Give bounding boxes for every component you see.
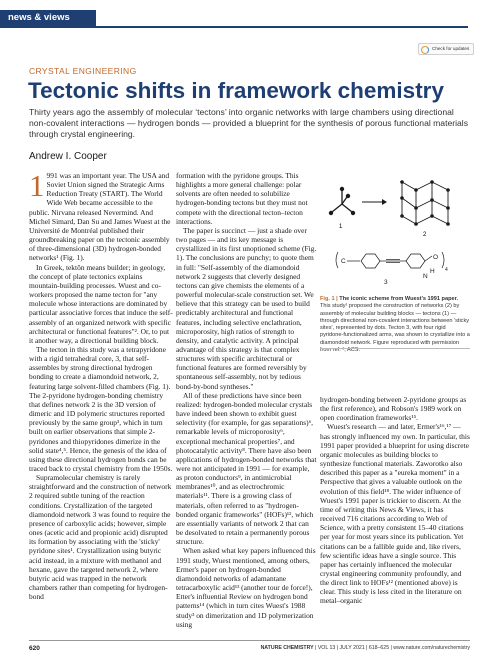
caption-divider: [320, 348, 470, 349]
figure-caption-text: This study¹ proposed the construction of networks (2) by assembly of molecular building blocks — tectons (1) — through directional non-covalent interactions between 'sticky sites', represented by dots. Tecton 3, with four rigid pyridone-functionalized arms, was shown to crystallize into a diamondoid network. Figure reproduced with permission from ref. ¹, ACS.: [320, 303, 470, 354]
assembly-arrow: [362, 199, 387, 205]
paragraph: formation with the pyridone groups. This highlights a more general challenge: polar solvents are often needed to solubilize hydrogen-bonding tectons but they must not compete with the directional tecton–tecton interactions.: [176, 171, 308, 226]
paragraph: In Greek, tektōn means builder; in geology, the concept of plate tectonics explains mountain-building processes. Wuest and co-workers proposed the name tecton for "any molecule whose interactions are dominated by particular associative forces that induce the self-assembly of an organized network with specific architectural or functional features"². Or, to put it another way, a directional building block.: [29, 262, 173, 345]
crossmark-icon: [421, 46, 429, 54]
dropcap: 1: [29, 168, 45, 203]
body-column-3: [320, 395, 470, 606]
paragraph: Supramolecular chemistry is rarely straightforward and the construction of network 2 required subtle tuning of the reaction conditions. Crystallization of the targeted diamondoid network 3 was found to require the presence of carboxylic acids; however, simple ones (acetic acid and propionic acid) disrupted its formation by associating with the 'sticky' pyridone sites¹. Crystallization using butyric acid instead, in a mixture with methanol and hexane, gave the targeted network 2, where butyric acid was trapped in the network chambers rather than competing for hydrogen-bond: [29, 473, 172, 602]
tecton-3-structure: [336, 252, 448, 286]
figure-1-scheme: [320, 172, 470, 290]
paragraph: hydrogen-bonding between 2-pyridone groups as the first reference), and Robson's 1989 work on open coordination frameworks¹⁵.: [320, 395, 467, 423]
paragraph-text: 991 was an important year. The USA and Soviet Union signed the Strategic Arms Reduction Treaty (START). The World Wide Web became accessible to the public. Nirvana released Nevermind. And Michel Simard, Dan Su and James Wuest at the Université de Montréal published their groundbreaking paper on the tectonic assembly of three-dimensional (3D) hydrogen-bonded networks¹ (Fig. 1).: [29, 171, 171, 263]
label-3: 3: [384, 279, 388, 286]
section-label: news & views: [0, 10, 96, 26]
header-bar: [0, 0, 496, 50]
label-2: 2: [423, 232, 427, 238]
article-category: CRYSTAL ENGINEERING: [29, 66, 137, 76]
article-title: Tectonic shifts in framework chemistry: [28, 78, 444, 103]
paragraph: The paper is succinct — just a shade over two pages — and its key message is crystallized in its first unoptioned scheme (Fig. 1). The conclusions are punchy; to quote them in full: "Self-assembly of the diamondoid network 2 suggests that cleverly designed tectons can give chemists the elements of a powerful molecular-scale construction set. We believe that this strategy can be used to build predictably architectural and functional features, including selective enclathration, microporosity, high ratios of strength to density, and catalytic activity. A principal advantage of this strategy is that complex structures with specific architectural or functional features are formed reversibly by spontaneous self-assembly, not by tedious bond-by-bond syntheses.": [176, 225, 317, 391]
paragraph: When asked what key papers influenced this 1991 study, Wuest mentioned, among others, Ermer's paper on hydrogen-bonded diamondoid networks of adamantane tetracarboxylic acid¹³ (another tour de force!), Etter's influential Review on hydrogen bond patterns¹⁴ (which in turn cites Wuest's 1988 study³ on dimerization and 1D polymerization using: [176, 546, 316, 629]
check-updates-button[interactable]: [418, 43, 474, 55]
check-updates-label: Check for updates: [432, 46, 470, 51]
journal-issue[interactable]: | VOL 13 | JULY 2021 | 618–625 | www.nature.com/naturechemistry: [315, 645, 470, 651]
atom-o: O: [433, 254, 439, 261]
body-column-1: [29, 168, 174, 602]
footer-rule: [29, 640, 470, 641]
atom-c: C: [341, 258, 346, 265]
figure-caption: [320, 296, 470, 354]
journal-name: NATURE CHEMISTRY: [260, 645, 314, 651]
figure-title: The iconic scheme from Wuest's 1991 paper.: [339, 296, 459, 302]
label-1: 1: [339, 224, 343, 230]
figure-label: Fig. 1 |: [320, 296, 338, 302]
subscript-4: 4: [445, 267, 448, 273]
paragraph: All of these predictions have since been realized: hydrogen-bonded molecular crystals have indeed been shown to exhibit guest selectivity (for example, for gas separations)⁶, remarkable levels of microporosity⁶, exceptional mechanical properties⁷, and photocatalytic activity⁸. There have also been applications of hydrogen-bonded networks that were not anticipated in 1991 — for example, as proton conductors⁹, in antimicrobial membranes¹⁰, and as electrochromic materials¹¹. There is a growing class of materials, often referred to as "hydrogen-bonded organic frameworks" (HOFs)¹², which are essentially variants of network 2 that can be desolvated to retain a permanently porous structure.: [176, 390, 317, 547]
paragraph: [29, 168, 174, 263]
article-standfirst: Thirty years ago the assembly of molecular ‘tectons’ into organic networks with large chambers using directional non-covalent interactions — hydrogen bonds — provided a blueprint for the synthesis of porous functional materials through crystal engineering.: [29, 107, 469, 140]
atom-h: H: [430, 268, 435, 275]
article-author[interactable]: Andrew I. Cooper: [29, 151, 107, 162]
paragraph: Wuest's research — and later, Ermer's¹⁶,¹⁷ — has strongly influenced my own. In particular, this 1991 paper provided a blueprint for using discrete organic molecules as building blocks to synthesize functional materials. Zaworotko also described this paper as a "eureka moment" in a Perspective that gives a valuable outlook on the evolution of this field¹⁸. The wider influence of Wuest's 1991 paper is trickier to discern. At the time of writing this News & Views, it has received 716 citations according to Web of Science, with a pretty consistent 15–40 citations per year for most years since its publication. Yet citations can be a fallible guide and, like rivers, few scientific ideas have a single source. This paper has certainly influenced the molecular crystal engineering community profoundly, and the direct link to HOFs¹² (mentioned above) is clear. This study is less cited in the literature on metal–organic: [320, 422, 470, 606]
body-column-2: [176, 171, 317, 629]
atom-n: N: [423, 273, 428, 280]
diamondoid-network: [402, 182, 448, 224]
tecton-1-glyph: [329, 187, 355, 215]
journal-reference: [261, 645, 470, 651]
paragraph: The tecton in this study was a tetrapyridone with a rigid tetrahedral core, 3, that self-assembles by strong directional hydrogen bonding to create a diamondoid network, 2, featuring large solvent-filled chambers (Fig. 1). The 2-pyridone hydrogen-bonding chemistry that defines network 2 is the 3D version of dimeric and 1D polymeric structures reported previously by the same group³, which in turn built on earlier observations that simple 2-pyridones and thiopyridones dimerize in the solid state⁴,⁵. Hence, the genesis of the idea of using these directional hydrogen bonds can be traced back to crystal chemistry from the 1950s.: [29, 344, 173, 473]
section-rule: [0, 26, 468, 28]
tecton-scheme-diagram: [320, 172, 470, 290]
page-number: 620: [29, 645, 40, 652]
